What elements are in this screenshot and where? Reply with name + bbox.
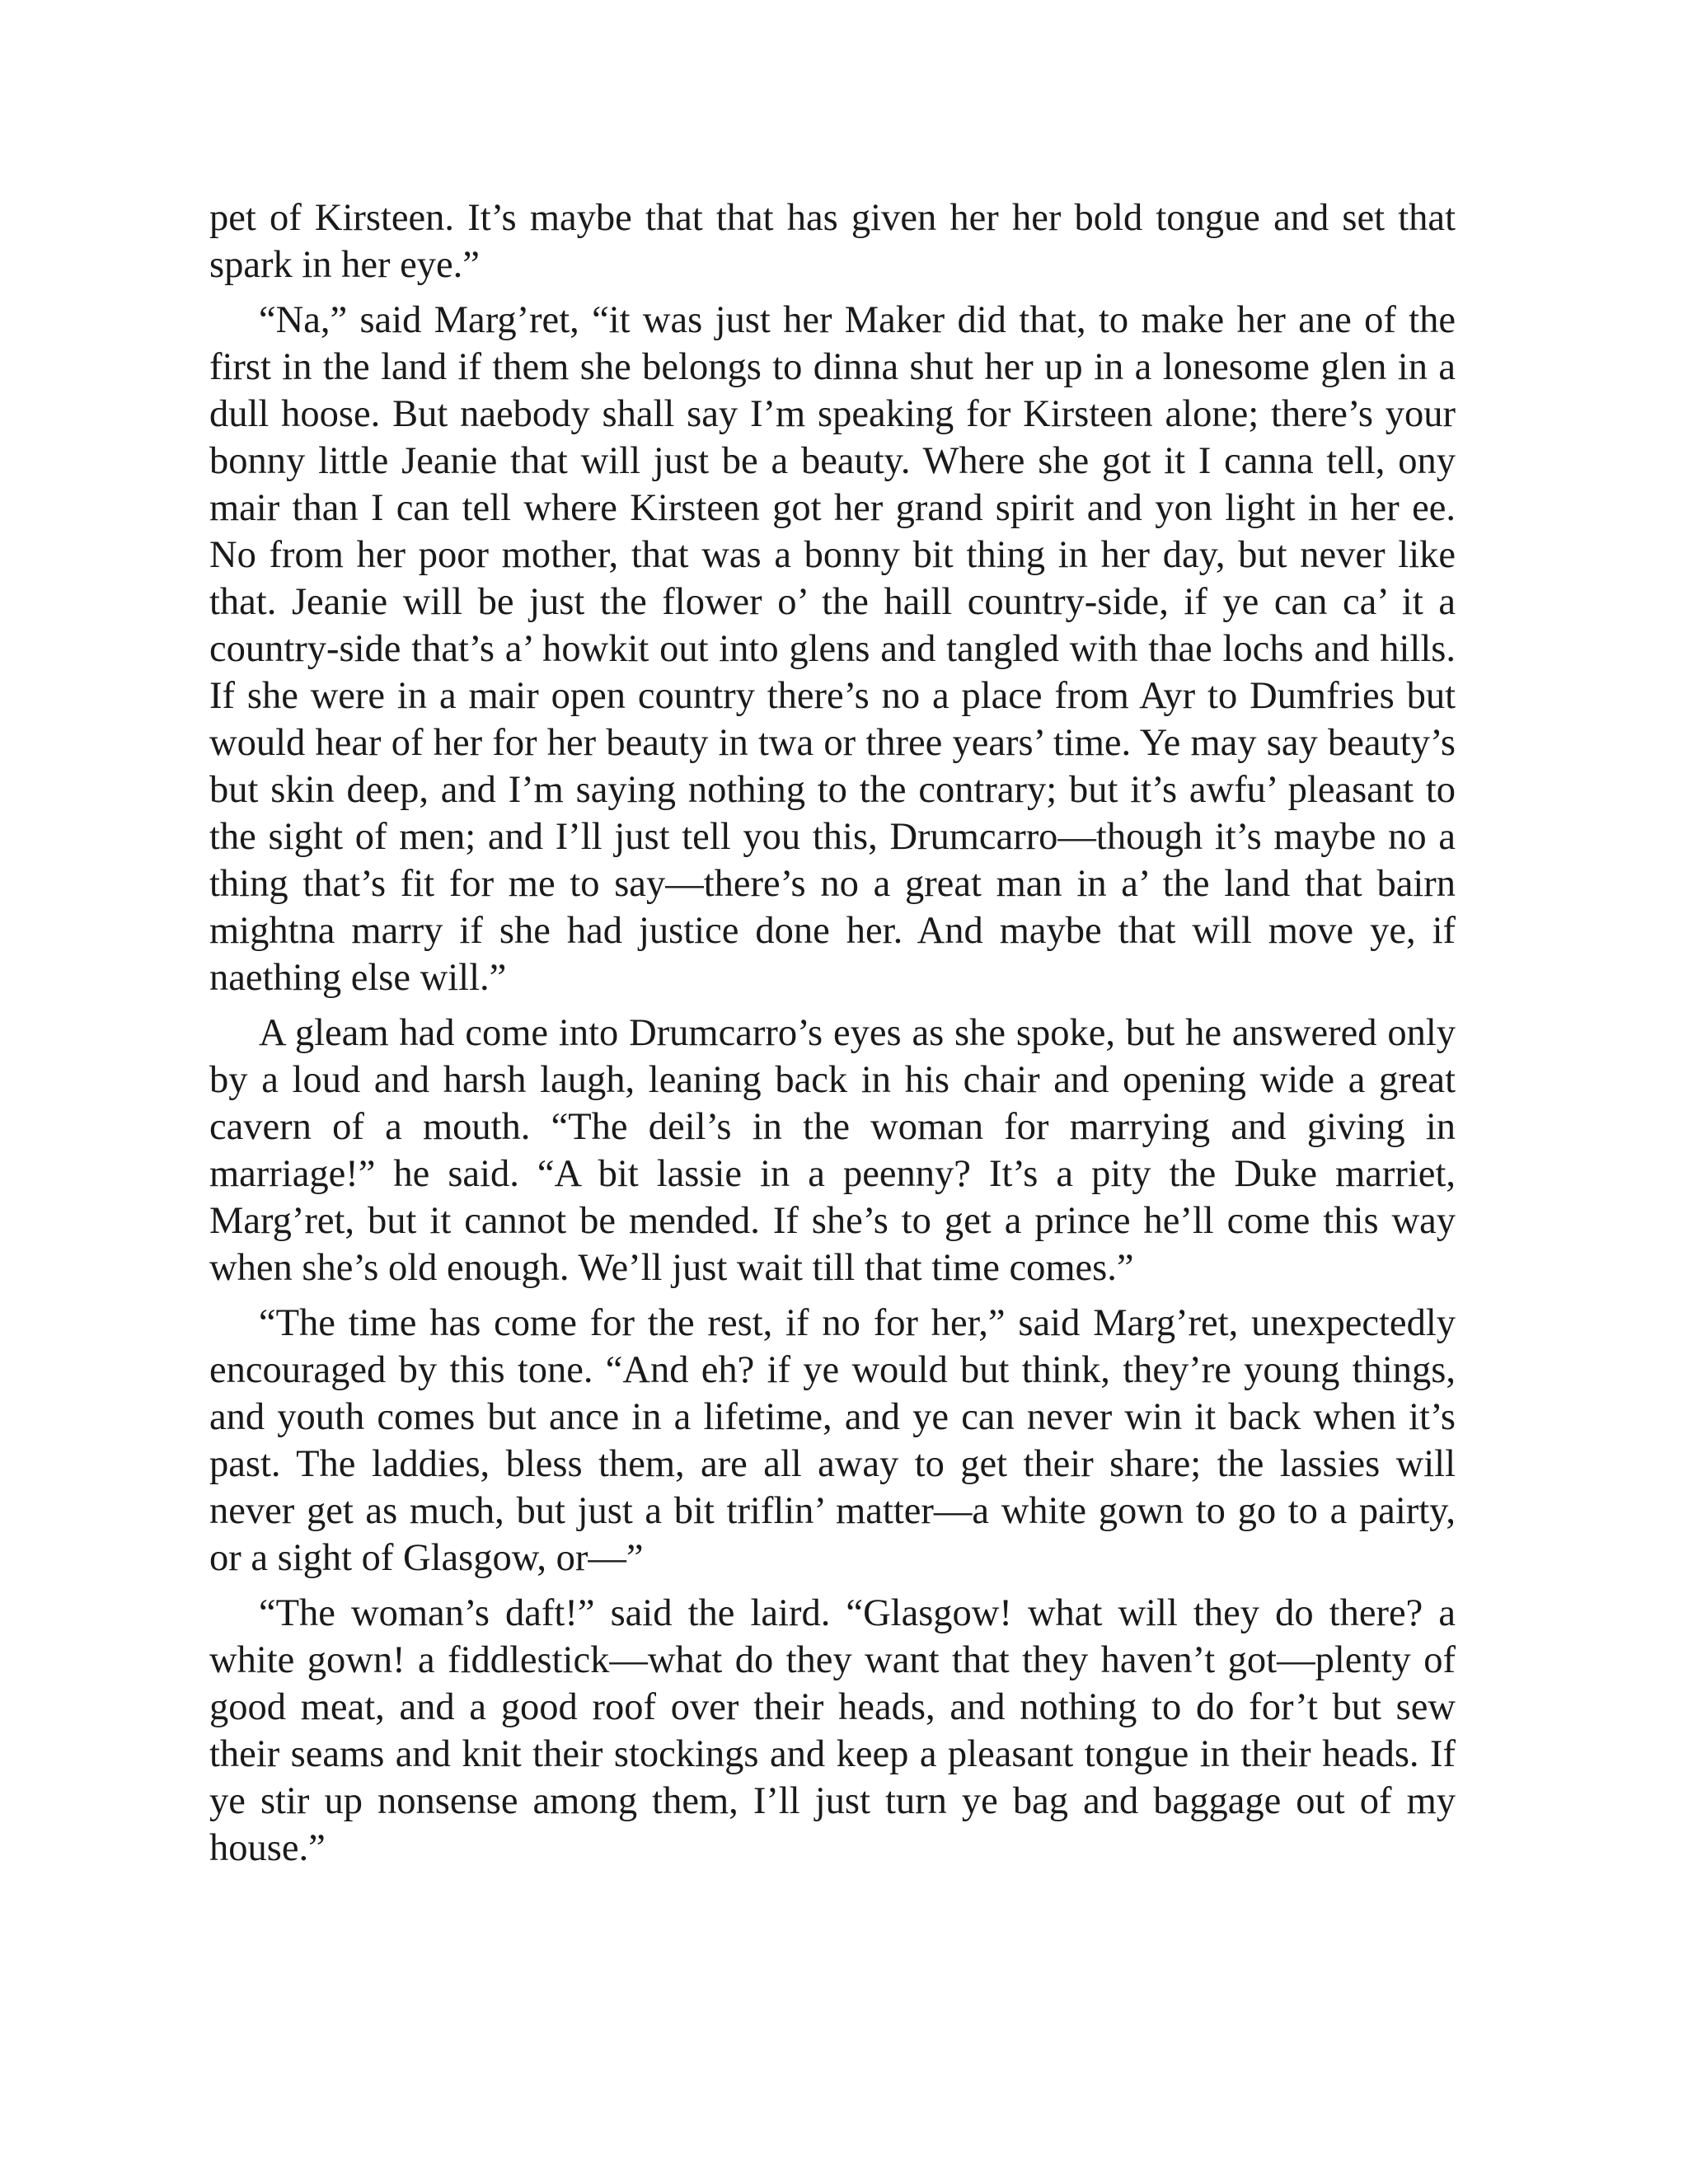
paragraph-3: A gleam had come into Drumcarro’s eyes as she spoke, but he answered only by a loud and harsh laugh, leaning back in his chair and opening wide a great cavern of a mouth. “The deil’s in the woman for marrying and giving in marriage!” he said. “A bit lassie in a peenny? It’s a pity the Duke marriet, Marg’ret, but it cannot be mended. If she’s to get a prince he’ll come this way when she’s old enough. We’ll just wait till that time comes.”	[209, 1012, 1456, 1289]
paragraph-2: “Na,” said Marg’ret, “it was just her Maker did that, to make her ane of the first in the land if them she belongs to dinna shut her up in a lonesome glen in a dull hoose. But naebody shall say I’m speaking for Kirsteen alone; there’s your bonny little Jeanie that will just be a beauty. Where she got it I canna tell, ony mair than I can tell where Kirsteen got her grand spirit and yon light in her ee. No from her poor mother, that was a bonny bit thing in her day, but never like that. Jeanie will be just the flower o’ the haill country-side, if ye can ca’ it a country-side that’s a’ howkit out into glens and tangled with thae lochs and hills. If she were in a mair open country there’s no a place from Ayr to Dumfries but would hear of her for her beauty in twa or three years’ time. Ye may say beauty’s but skin deep, and I’m saying nothing to the contrary; but it’s awfu’ pleasant to the sight of men; and I’ll just tell you this, Drumcarro—though it’s maybe no a thing that’s fit for me to say—there’s no a great man in a’ the land that bairn mightna marry if she had justice done her. And maybe that will move ye, if naething else will.”	[209, 299, 1456, 999]
paragraph-1: pet of Kirsteen. It’s maybe that that has given her her bold tongue and set that spark in her eye.”	[209, 197, 1456, 286]
paragraph-4: “The time has come for the rest, if no for her,” said Marg’ret, unexpectedly encouraged by this tone. “And eh? if ye would but think, they’re young things, and youth comes but ance in a lifetime, and ye can never win it back when it’s past. The laddies, bless them, are all away to get their share; the lassies will never get as much, but just a bit triflin’ matter—a white gown to go to a pairty, or a sight of Glasgow, or—”	[209, 1302, 1456, 1579]
page-body-text	[209, 194, 1456, 1880]
paragraph-5: “The woman’s daft!” said the laird. “Glasgow! what will they do there? a white gown! a fiddlestick—what do they want that they haven’t got—plenty of good meat, and a good roof over their heads, and nothing to do for’t but sew their seams and knit their stockings and keep a pleasant tongue in their heads. If ye stir up nonsense among them, I’ll just turn ye bag and baggage out of my house.”	[209, 1592, 1456, 1869]
